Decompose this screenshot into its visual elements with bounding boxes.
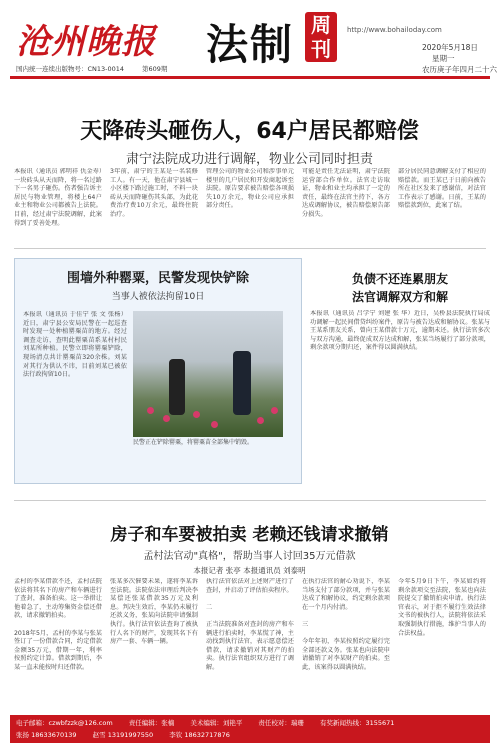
lead-headline: 天降砖头砸伤人，64户居民都赔偿 (80, 119, 419, 144)
footer-row-1 (16, 718, 484, 727)
photo-flower (271, 407, 278, 414)
footer-phone: 赵雪 13191997550 (92, 731, 154, 739)
bottom-column-5: 今年5月9日下午，李某如约将剩余款项交至法院，张某也向法院提交了撤销拍卖申请。执行法官表示，对于拒不履行生效法律文书的被执行人，法院将依法采取强制执行措施，维护当事人的合法权益。 (398, 578, 486, 637)
lead-column-1: 本报讯（通讯员 郭明祥 仇金寿）一块砖头从天而降，将一名过路下一名男子砸伤。伤者强告诉主居民与物业管理，将楼上64户业主和物业公司都被告上法院。目前，经过肃宁法院调解，此案得到了妥善处理。 (14, 168, 102, 227)
footer-phone: 李钦 18632717876 (169, 731, 230, 739)
photo-person-2 (233, 351, 251, 415)
bottom-column-4: 在执行法官的耐心劝说下，李某当场支付了部分款项，并与张某达成了和解协议，约定剩余款项在一个月内付清。 三 今年年初，李某按照约定履行完全部还款义务。张某也向法院申请撤销了对李某财产的拍卖。至此，该案得以圆满执结。 (302, 578, 390, 671)
lead-column-5: 部分居民同意调解支付了相应的赔偿款。而王某已于日前向被告所在社区发来了感谢信，对法官工作表示了感谢。日前，王某的赔偿款到位，此案了结。 (398, 168, 486, 210)
weekday-text: 星期一 (432, 54, 455, 63)
bottom-subheadline: 孟村法官动"真格"，帮助当事人讨回35万元借款 (143, 551, 356, 562)
photo-flower (147, 407, 154, 414)
photo-flower (163, 415, 170, 422)
lead-column-3: 管理公司的物业公司和涉事单元楼里的几户居民和开发商起诉至法院。原告要求被告赔偿各项损失10万余元，物业公司应承担部分责任。 (206, 168, 294, 210)
footer-row-2 (16, 730, 484, 739)
footer-hotline: 有奖新闻热线：3155671 (319, 719, 395, 727)
section-title: 法制 (206, 20, 295, 69)
site-url[interactable]: http://www.bohailoday.com (347, 26, 442, 34)
bottom-byline: 本报记者 张亭 本报通讯员 刘泰明 (193, 566, 306, 575)
photo-flower (257, 417, 264, 424)
footer-proofreader: 责任校对：瑞珊 (258, 719, 304, 727)
lead-subheadline: 肃宁法院成功进行调解，物业公司同时担责 (125, 152, 373, 167)
middle-article-body: 本报讯（通讯员 于佳宁 张 文 张杨）近日，肃宁县公安局民警在一起巡查时发现一处种植罂粟苗的地方。经过调查走访，查明此罂粟苗系某村村民刘某所种植。民警立即将罂粟铲除，现场清点共计罂粟苗320余株。刘某对其行为供认不讳，目前刘某已被依法行政拘留10日。 (23, 311, 127, 379)
lunar-date-text: 农历庚子年四月二十六 (422, 65, 497, 74)
middle-headline: 围墙外种罂粟，民警发现快铲除 (66, 271, 249, 286)
footer-email[interactable]: 电子邮箱：czwbfzzk@126.com (16, 719, 113, 727)
middle-story-box (14, 258, 302, 484)
badge-text: 周 刊 (311, 13, 331, 61)
footer-bar (10, 715, 490, 743)
right-headline: 负债不还连累朋友 法官调解双方和解 (351, 272, 448, 304)
bottom-headline: 房子和车要被拍卖 老赖还钱请求撤销 (110, 525, 389, 545)
date-block (422, 42, 497, 75)
bottom-article-body (14, 578, 486, 708)
photo-person-1 (169, 359, 185, 415)
section-divider (14, 500, 486, 501)
photo-flower (211, 421, 218, 428)
lead-column-2: 3年前，肃宁的王某是一名装修工人。有一天，他在肃宁县城一小区楼下路过施工时，不料一块砖从天而降砸伤其头部，为此花费治疗费10万余元，最终住院治疗。 (110, 168, 198, 218)
footer-editor: 责任编辑：张楠 (128, 719, 175, 727)
bottom-column-2: 张某多次催要未果，遂将李某诉至法院。法院依法审理后判决李某偿还张某借款35万元及利息。判决生效后，李某仍未履行还款义务，张某向法院申请强制执行。执行法官依法查询了被执行人名下的财产，发现其名下有房产一套、车辆一辆。 (110, 578, 198, 646)
footer-phone: 张扬 18633670139 (16, 731, 77, 739)
bottom-column-1: 孟村的李某借款不还，孟村法院依法将其名下的房产和车辆进行了查封，准备拍卖。这一举措让他着急了，主动筹集资金偿还借款，请求撤销拍卖。 2018年5月，孟村的李某与张某签订了一份借款合同，约定借款金额35万元，借期一年，利率按照约定计算。借款到期后，李某一直未能按时归还借款。 (14, 578, 102, 671)
middle-subheadline: 当事人被依法拘留10日 (111, 292, 205, 302)
footer-art-editor: 美术编辑：刘艳平 (190, 719, 243, 727)
date-text: 2020年5月18日 (422, 43, 478, 52)
section-divider (14, 248, 486, 249)
issn-number: 国内统一连续出版物号：CN13-0014 (16, 65, 125, 73)
news-photo (133, 311, 283, 437)
bottom-column-3: 执行法官依法对上述财产进行了查封，并启动了评估拍卖程序。 二 正当法院准备对查封的房产和车辆进行拍卖时，李某慌了神，主动找到执行法官，表示愿意偿还借款，请求撤销对其财产的拍卖。执行法官组织双方进行了调解。 (206, 578, 294, 671)
issue-number: 第609期 (142, 65, 168, 73)
photo-flower (193, 411, 200, 418)
weekly-badge (305, 12, 337, 62)
masthead-rule (10, 76, 490, 79)
lead-article-body (14, 168, 486, 236)
right-article-body: 本报讯（通讯员 吕学宁 刘建 张 华）近日，吴桥县法院执行局成功调解一起民间借贷纠纷案件，原告与被告达成和解协议。张某与王某系朋友关系，曾向王某借款十万元，逾期未还。执行法官多次与双方沟通，最终促成双方达成和解，张某当场履行了部分款项，剩余款项分期归还，案件得以圆满执结。 (310, 310, 490, 352)
masthead (0, 0, 499, 78)
paper-name: 沧州晚报 (16, 22, 156, 62)
lead-column-4: 可能是责任无法证明，肃宁法院运营部合作单位。法官走访取证，物业和业主均承担了一定的责任，最终在法官主持下，各方达成调解协议，被告赔偿原告部分损失。 (302, 168, 390, 218)
photo-caption: 民警正在铲除罂粟，将罂粟苗全部集中销毁。 (133, 439, 254, 446)
